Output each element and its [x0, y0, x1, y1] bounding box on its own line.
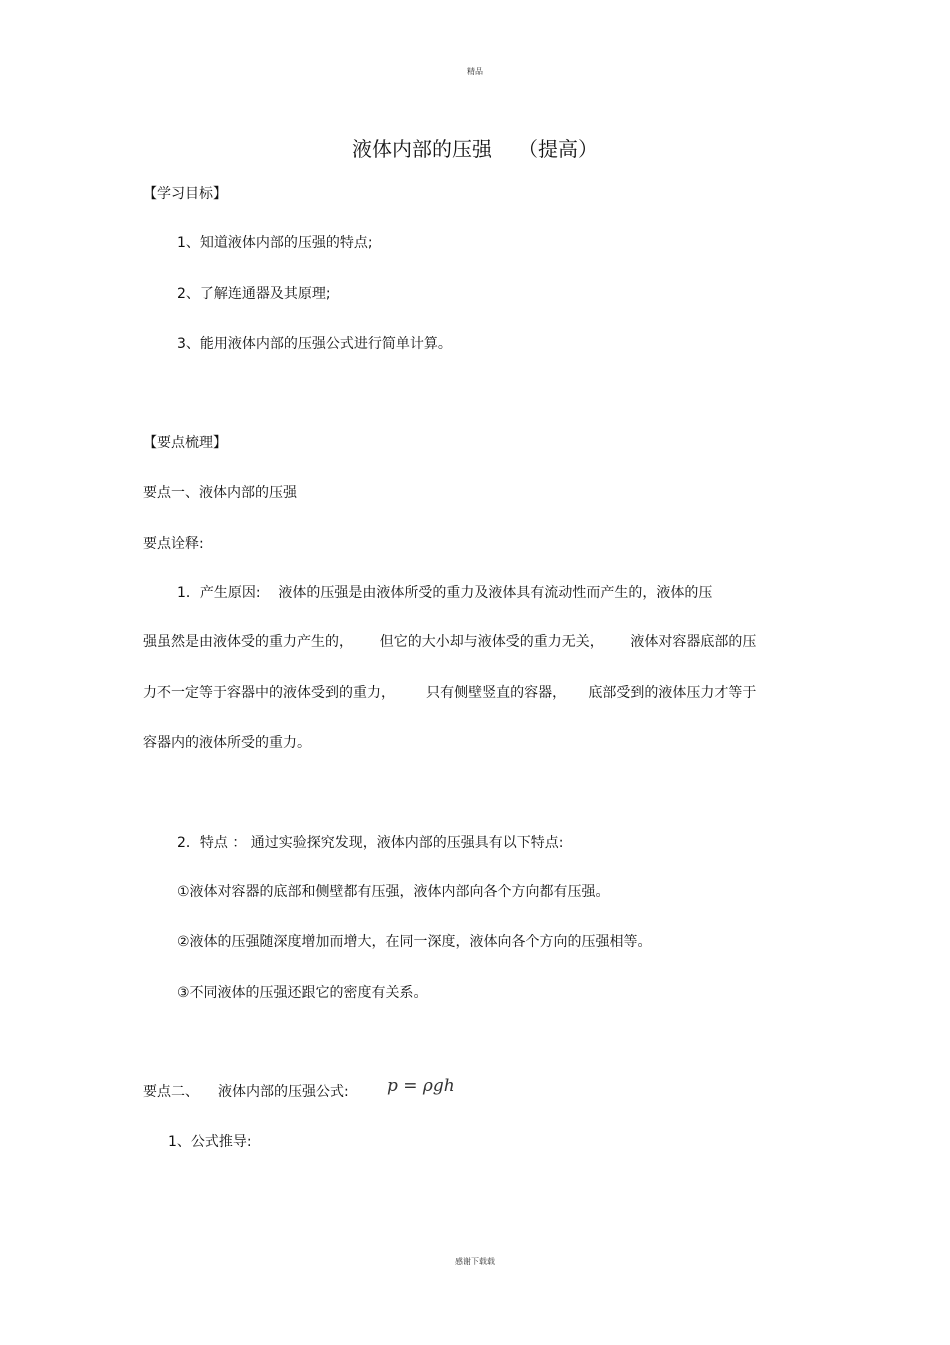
point1-note: 要点诠释: [143, 536, 204, 552]
title-main: 液体内部的压强 [352, 137, 492, 161]
para1-line1: 1．产生原因: 液体的压强是由液体所受的重力及液体具有流动性而产生的，液体的压 [177, 585, 713, 601]
goals-heading: 【学习目标】 [143, 186, 227, 202]
point1-title: 要点一、液体内部的压强 [143, 485, 297, 501]
point2-label: 要点二、 [143, 1084, 199, 1100]
para1-line3: 力不一定等于容器中的液体受到的重力， 只有侧壁竖直的容器， 底部受到的液体压力才等于 [143, 685, 757, 701]
feature-item-1: ①液体对容器的底部和侧壁都有压强，液体内部向各个方向都有压强。 [177, 884, 610, 900]
point2-text: 液体内部的压强公式: [218, 1084, 349, 1100]
feature-item-3: ③不同液体的压强还跟它的密度有关系。 [177, 985, 428, 1001]
para1-line2: 强虽然是由液体受的重力产生的， 但它的大小却与液体受的重力无关， 液体对容器底部的压 [143, 634, 757, 650]
derivation-heading: 1、公式推导: [168, 1134, 252, 1150]
review-heading: 【要点梳理】 [143, 435, 227, 451]
page-footer: 感谢下载载 [455, 1257, 495, 1266]
goal-item-2: 2、了解连通器及其原理; [177, 286, 331, 302]
para2-intro: 2．特点 ： 通过实验探究发现，液体内部的压强具有以下特点: [177, 835, 564, 851]
title-sub: （提高） [518, 137, 598, 161]
page-title [0, 133, 950, 162]
pressure-formula: p = ρgh [387, 1076, 455, 1096]
page-header: 精品 [467, 67, 483, 76]
feature-item-2: ②液体的压强随深度增加而增大，在同一深度，液体向各个方向的压强相等。 [177, 934, 652, 950]
goal-item-3: 3、能用液体内部的压强公式进行简单计算。 [177, 336, 452, 352]
para1-line4: 容器内的液体所受的重力。 [143, 735, 311, 751]
goal-item-1: 1、知道液体内部的压强的特点; [177, 235, 373, 251]
